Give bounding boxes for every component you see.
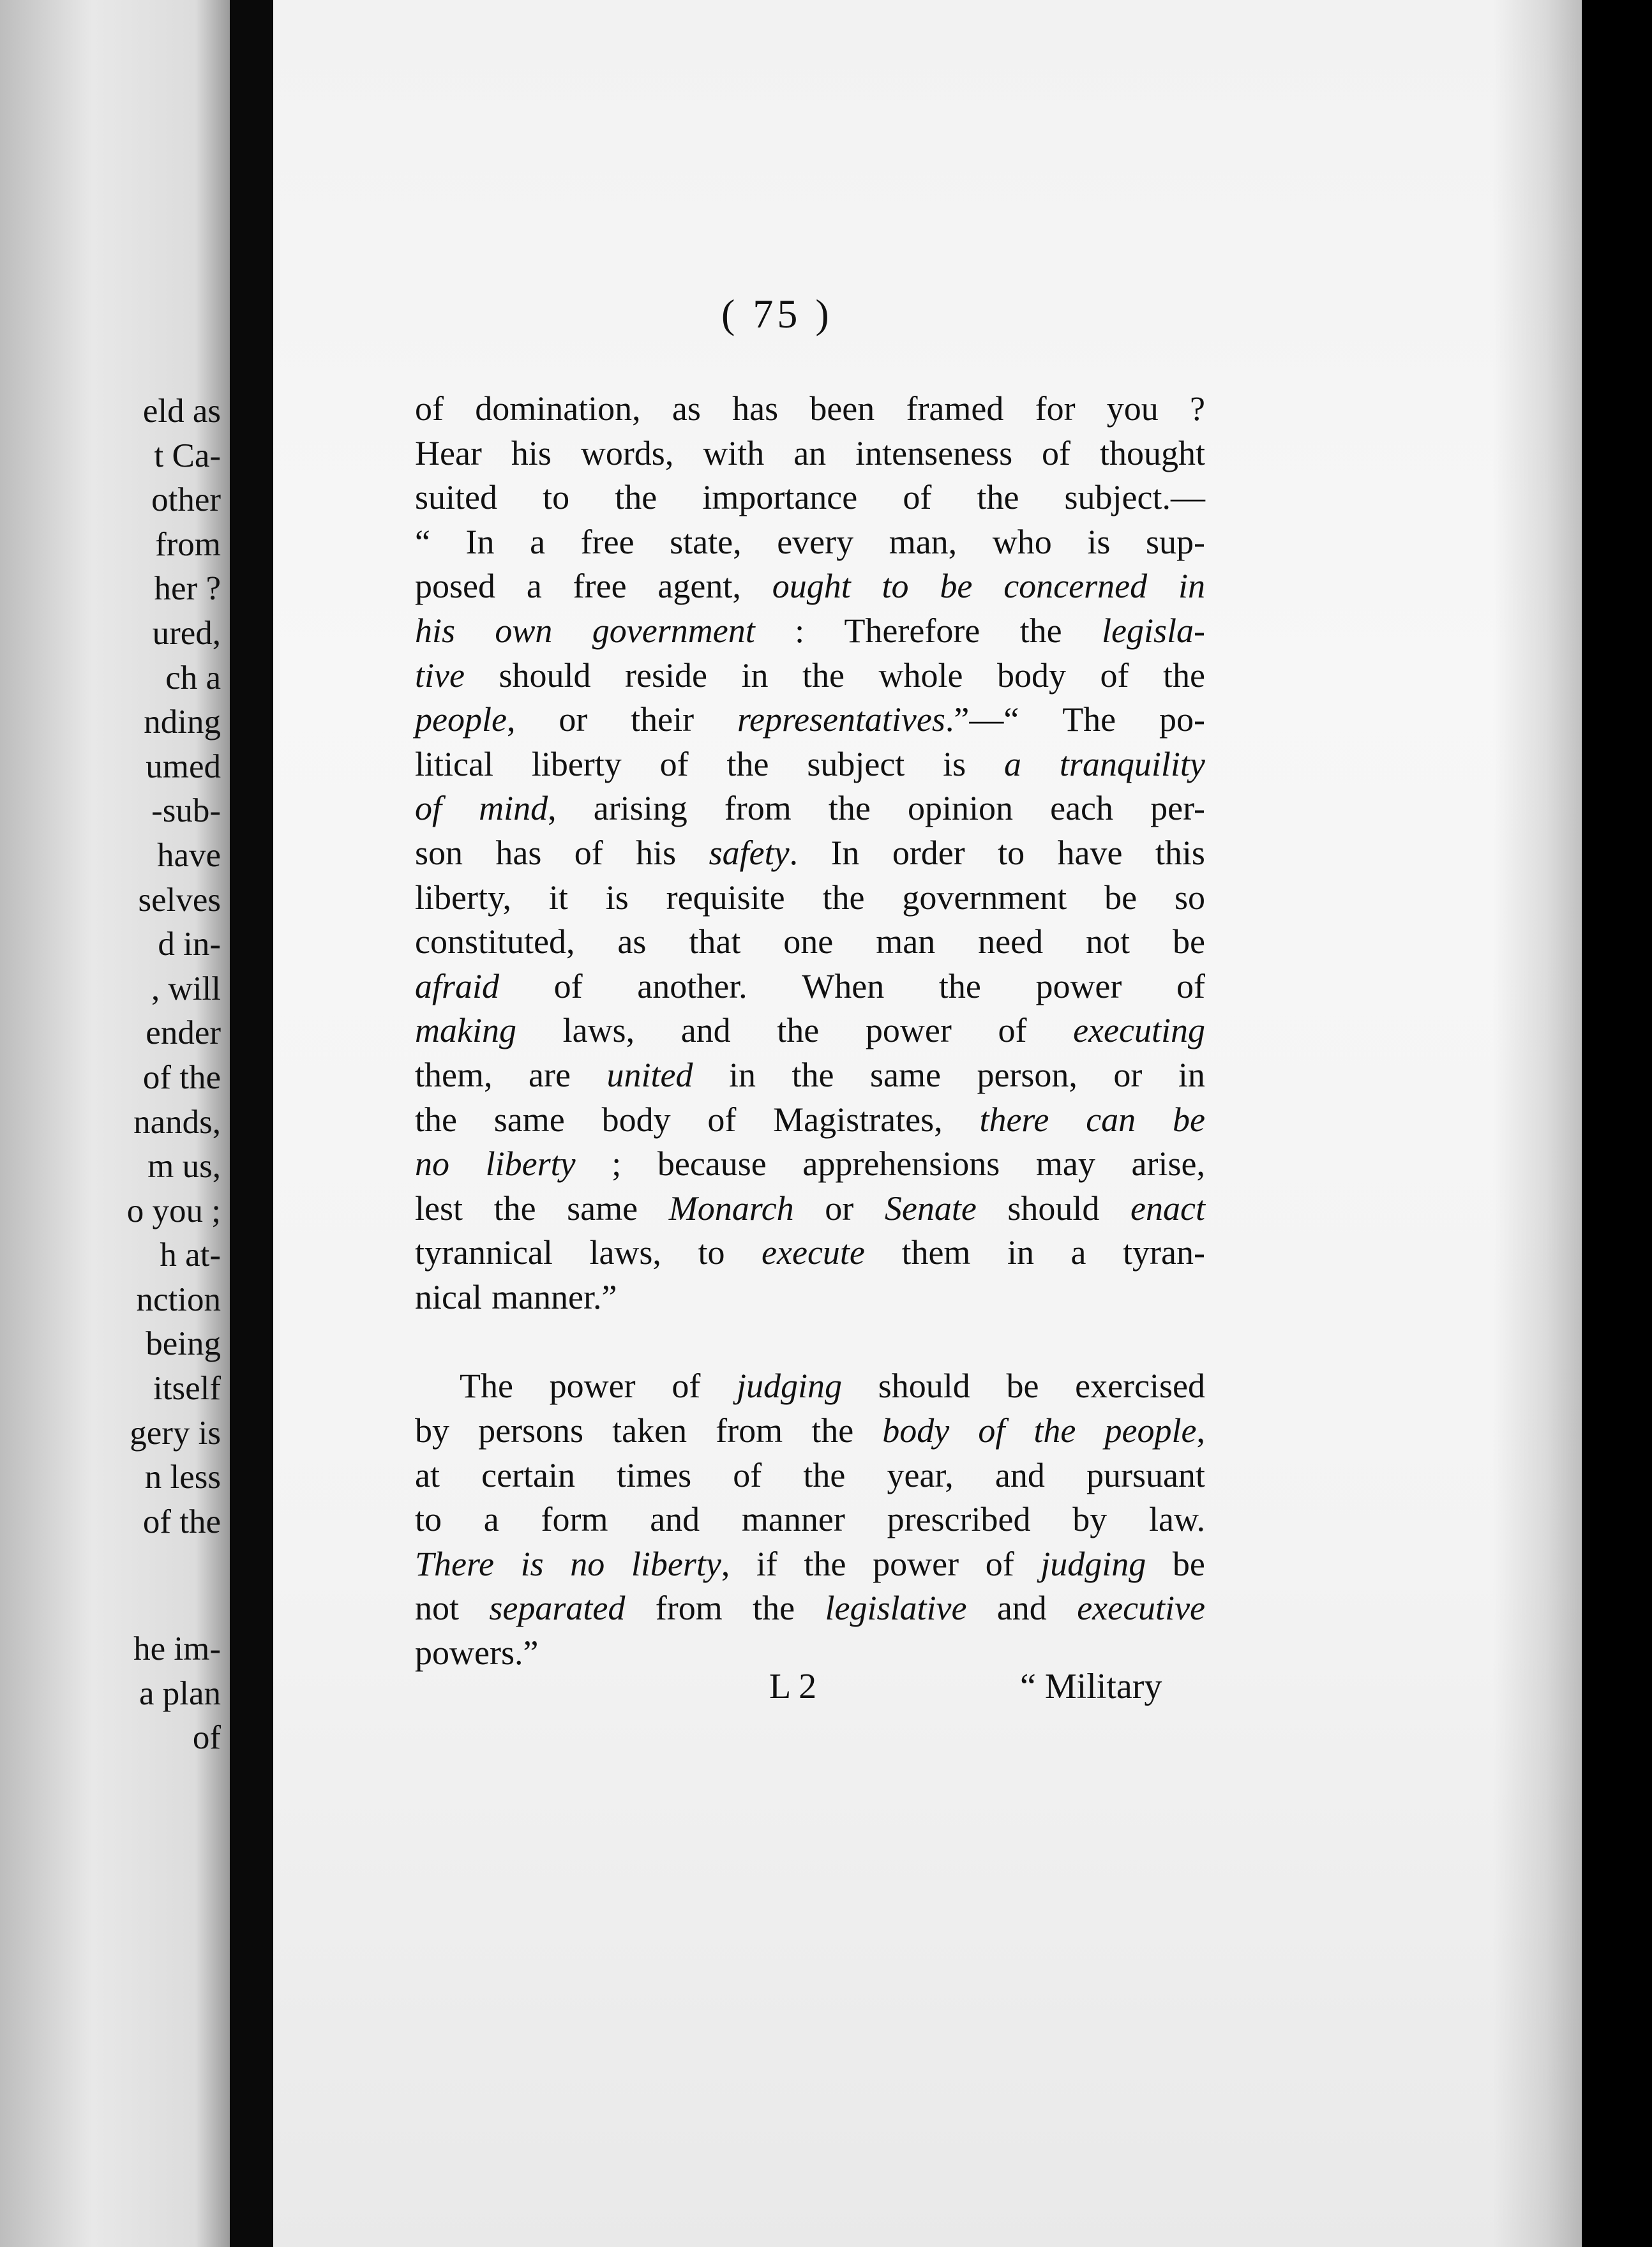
word: the [977,478,1019,517]
left-page-text-top [127,389,221,1544]
word: is [1087,522,1111,561]
word: intenseness [855,433,1013,472]
text-line [415,1364,1205,1409]
word: prescribed [887,1500,1031,1539]
word: the [811,1411,854,1450]
left-page-line: , will [151,970,221,1007]
word: be [1173,922,1205,961]
left-page-fragment [0,0,230,2247]
word: have [1057,833,1123,872]
word: thought [1099,433,1205,472]
word: should [878,1367,970,1406]
left-page-line: have [156,836,221,874]
page-number: ( 75 ) [721,291,833,336]
word: making [415,1011,516,1050]
word: one [783,922,834,961]
word: from [655,1589,723,1628]
word: in [728,1055,756,1094]
word: be [1104,878,1138,917]
word: ought [772,567,851,606]
word: The [1062,700,1116,739]
word: subject [807,744,905,783]
left-page-line: ch a [165,659,221,696]
text-line [415,1231,1205,1275]
word: at [415,1455,440,1494]
word: mind, [479,789,557,828]
word: executing [1073,1011,1205,1050]
word: manner.” [492,1277,617,1316]
word: framed [906,389,1004,428]
left-page-line: d in- [158,926,221,963]
paragraph-gap [415,1319,1205,1364]
word: or [559,700,588,739]
word: the [792,1055,834,1094]
word: tive [415,656,465,695]
word: has [732,389,779,428]
word: opinion [908,789,1014,828]
text-line [415,786,1205,831]
word: by [415,1411,449,1450]
word: his [415,611,456,650]
left-page-line: other [151,481,221,519]
word: Therefore [844,611,980,650]
word: laws, [562,1011,635,1050]
word: is [943,744,966,783]
word: government [902,878,1067,917]
word: per- [1150,789,1205,828]
word: a [530,522,546,561]
word: whole [878,656,963,695]
word: no [570,1544,605,1583]
word: judging [737,1367,843,1406]
word: people, [415,700,516,739]
word: law. [1148,1500,1205,1539]
word: them, [415,1055,493,1094]
word: of [415,389,444,428]
left-page-line: m us, [147,1148,221,1185]
text-line [415,1542,1205,1587]
word: his [636,833,677,872]
left-page-line: o you ; [126,1192,221,1229]
word: you [1106,389,1159,428]
book-gutter [230,0,273,2247]
word: own [495,611,553,650]
word: same [869,1055,941,1094]
word: free [573,567,627,606]
word: po- [1159,700,1205,739]
word: body [882,1411,950,1450]
word: liberty, [415,878,511,917]
left-page-line: nands, [133,1103,221,1141]
word: free [580,522,635,561]
word: it [548,878,568,917]
text-line [415,520,1205,565]
text-line [415,1586,1205,1631]
word: not [1086,922,1130,961]
word: power [865,1011,952,1050]
word: of [1100,656,1129,695]
word: no [415,1145,449,1184]
word: arising [593,789,687,828]
text-line [415,1275,1205,1320]
text-line [415,609,1205,654]
word: of [553,966,583,1005]
left-page-line: of the [142,1503,221,1540]
word: and [995,1455,1045,1494]
left-page-line: t Ca- [154,437,221,474]
word: concerned [1003,567,1148,606]
left-page-line: n less [144,1459,221,1496]
text-line [415,1454,1205,1498]
word: exercised [1075,1367,1205,1406]
word: execute [762,1233,865,1272]
word: in [1178,567,1205,606]
word: enact [1130,1189,1205,1228]
word: There [415,1544,494,1583]
catchword: “ Military [1020,1667,1162,1706]
word: the [828,789,871,828]
left-page-line: her ? [154,570,221,608]
left-page-line: from [154,525,221,563]
word: from [716,1411,783,1450]
word: of [707,1100,737,1139]
word: be [940,567,973,606]
text-line [415,1098,1205,1143]
word: has [495,833,542,872]
word: the [415,1100,457,1139]
word: of [998,1011,1027,1050]
word: be [1006,1367,1039,1406]
word: if [756,1544,777,1583]
word: the [777,1011,820,1050]
word: an [793,433,827,472]
word: a [1004,744,1022,783]
word: in [741,656,769,695]
word: of [985,1544,1014,1583]
word: subject.— [1064,478,1205,517]
word: Hear [415,433,482,472]
word: apprehensions [802,1145,1000,1184]
left-page-line: a plan [139,1674,221,1712]
word: in [1178,1055,1205,1094]
word: same [567,1189,638,1228]
word: is [520,1544,544,1583]
word: year, [887,1455,954,1494]
text-line [415,876,1205,921]
left-page-line: of [192,1719,221,1757]
body-text [415,387,1205,1676]
word: who [992,522,1052,561]
word: reside [625,656,707,695]
word: as [617,922,647,961]
word: so [1174,878,1205,917]
left-page-line: h at- [160,1236,221,1274]
word: words, [580,433,674,472]
word: lest [415,1189,463,1228]
text-line [415,1498,1205,1542]
left-page-line: umed [146,748,221,785]
word: state, [670,522,742,561]
word: The [460,1367,513,1406]
word: the [802,656,845,695]
word: with [703,433,765,472]
word: posed [415,567,495,606]
word: judging [1040,1544,1146,1583]
text-line [415,1409,1205,1454]
word: manner [741,1500,845,1539]
word: from [724,789,792,828]
left-page-line: ured, [152,614,221,652]
word: body [601,1100,671,1139]
word: Monarch [668,1189,794,1228]
word: same [493,1100,565,1139]
word: Senate [884,1189,977,1228]
word: united [606,1055,693,1094]
word: legisla- [1101,611,1205,650]
word: power [549,1367,636,1406]
word: separated [489,1589,626,1628]
word: in [1007,1233,1034,1272]
word: laws, [589,1233,661,1272]
left-page-line: of the [142,1058,221,1096]
left-page-line: he im- [133,1630,221,1667]
word: their [631,700,695,739]
word: persons [478,1411,584,1450]
word: of [415,789,442,828]
word: or [825,1189,854,1228]
word: Magistrates, [773,1100,943,1139]
word: of [978,1411,1005,1450]
word: a [1070,1233,1086,1272]
word: this [1155,833,1205,872]
word: need [978,922,1044,961]
word: to [882,567,909,606]
word: the [1019,611,1062,650]
left-page-line: itself [153,1370,221,1408]
word: afraid [415,966,500,1005]
signature-mark: L 2 [769,1667,817,1706]
word: be [1172,1544,1205,1583]
word: that [689,922,741,961]
text-line [415,476,1205,520]
word: power [873,1544,959,1583]
word: should [1007,1189,1100,1228]
word: his [511,433,552,472]
word: of [672,1367,701,1406]
word: of [1176,966,1205,1005]
word: : [795,611,805,650]
left-page-line: eld as [142,393,221,430]
text-line [415,1053,1205,1098]
word: by [1072,1500,1108,1539]
word: pursuant [1086,1455,1205,1494]
text-line [415,1187,1205,1231]
word: because [657,1145,767,1184]
left-page-line: being [146,1325,221,1363]
word: of [574,833,603,872]
left-page-line: nction [136,1281,221,1318]
word: can [1086,1100,1136,1139]
word: may [1035,1145,1095,1184]
text-line [415,1142,1205,1187]
word: taken [612,1411,687,1450]
word: the [753,1589,795,1628]
word: the [803,1455,846,1494]
left-page-line: selves [138,881,221,919]
left-page-line: gery is [130,1414,221,1452]
word: the [1163,656,1205,695]
word: or [1113,1055,1143,1094]
word: to [543,478,570,517]
word: tyrannical [415,1233,553,1272]
word: them [901,1233,971,1272]
word: should [499,656,591,695]
word: legislative [825,1589,967,1628]
word: of [903,478,932,517]
word: “ [415,522,430,561]
word: and [996,1589,1047,1628]
word: government [592,611,755,650]
word: the [804,1544,846,1583]
word: domination, [475,389,641,428]
text-line [415,387,1205,432]
word: the [615,478,657,517]
word: of [659,744,689,783]
text-line [415,742,1205,787]
word: liberty [485,1145,576,1184]
word: the [493,1189,536,1228]
word: every [777,522,854,561]
word: In [465,522,495,561]
word: suited [415,478,497,517]
word: and [650,1500,700,1539]
word: constituted, [415,922,575,961]
word: each [1050,789,1114,828]
word: power [1035,966,1122,1005]
word: is [605,878,629,917]
word: of [1042,433,1070,472]
word: nical [415,1277,482,1316]
word: person, [977,1055,1078,1094]
text-line [415,654,1205,698]
word: body [996,656,1066,695]
text-line [415,965,1205,1009]
text-line [415,831,1205,876]
word: form [541,1500,608,1539]
word: agent, [657,567,741,606]
word: another. [637,966,747,1005]
left-page-text-bottom [133,1627,221,1761]
word: not [415,1589,460,1628]
word: be [1172,1100,1205,1139]
word: the [938,966,981,1005]
word: the [822,878,865,917]
left-page-line: -sub- [151,792,221,830]
text-line [415,432,1205,476]
word: When [802,966,885,1005]
word: tranquility [1059,744,1205,783]
word: ? [1190,389,1205,428]
text-line [415,564,1205,609]
word: man, [889,522,957,561]
word: to [998,833,1025,872]
word: tyran- [1123,1233,1205,1272]
word: powers.” [415,1634,539,1672]
word: liberty [531,744,622,783]
left-page-line: ender [146,1014,221,1052]
word: executive [1077,1589,1205,1628]
word: safety. [709,833,799,872]
word: sup- [1145,522,1205,561]
word: litical [415,744,493,783]
word: requisite [666,878,785,917]
word: son [415,833,463,872]
word: ; [612,1145,622,1184]
word: a [526,567,542,606]
left-page-line: nding [144,703,221,741]
word: and [680,1011,731,1050]
word: order [892,833,965,872]
word: the [1033,1411,1076,1450]
word: importance [702,478,858,517]
word: arise, [1131,1145,1205,1184]
word: as [672,389,701,428]
word: to [698,1233,725,1272]
word: are [529,1055,571,1094]
word: of [733,1455,762,1494]
word: In [830,833,860,872]
word: there [979,1100,1049,1139]
text-line [415,1009,1205,1053]
word: representatives.”—“ [737,700,1019,739]
word: been [809,389,875,428]
text-line [415,920,1205,965]
word: a [483,1500,499,1539]
word: to [415,1500,442,1539]
text-line [415,698,1205,742]
word: people, [1104,1411,1205,1450]
word: man [876,922,936,961]
word: for [1035,389,1076,428]
word: the [726,744,769,783]
word: certain [481,1455,576,1494]
word: times [617,1455,692,1494]
word: liberty, [631,1544,730,1583]
